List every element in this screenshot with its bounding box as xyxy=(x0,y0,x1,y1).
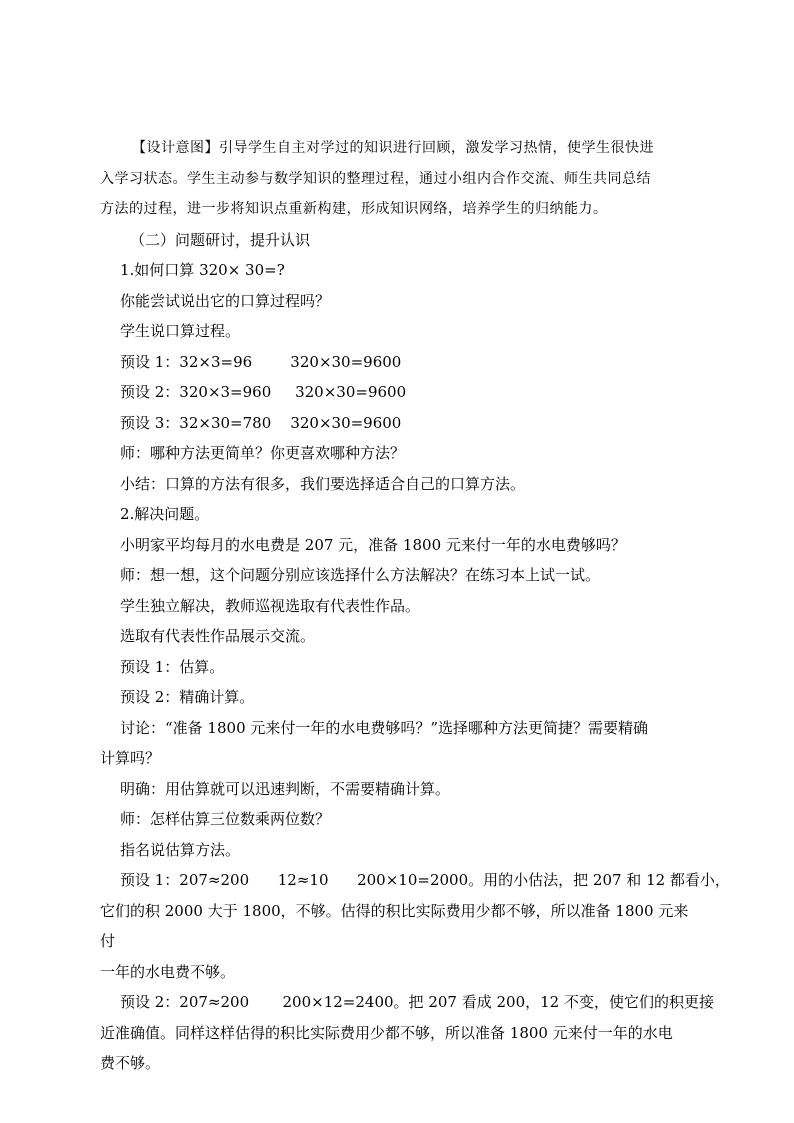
design-intent-line-3: 方法的过程，进一步将知识点重新构建，形成知识网络，培养学生的归纳能力。 xyxy=(100,201,608,217)
document-body xyxy=(100,133,730,1079)
design-intent-line-1: 【设计意图】引导学生自主对学过的知识进行回顾，激发学习热情，使学生很快进 xyxy=(132,140,654,156)
preset2-line-1: 预设 2：207≈200 200×12=2400。把 207 看成 200，12 不变，使它们的积更接 xyxy=(120,993,714,1011)
text-line: 预设 1：32×3=96 320×30=9600 xyxy=(120,352,402,371)
discussion-line-1: 讨论：“准备 1800 元来付一年的水电费够吗？”选择哪种方法更简捷？需要精确 xyxy=(120,718,649,737)
preset1-line-1: 预设 1：207≈200 12≈10 200×10=2000。用的小估法，把 207 和 12 都看小， xyxy=(120,871,730,889)
text-line: 预设 2：精确计算。 xyxy=(120,688,255,706)
text-line: 预设 3：32×30=780 320×30=9600 xyxy=(120,413,402,432)
text-line: 小明家平均每月的水电费是 207 元，准备 1800 元来付一年的水电费够吗？ xyxy=(120,535,626,554)
preset1-line-2: 它们的积 2000 大于 1800，不够。估得的积比实际费用少都不够，所以准备 1800 元来付 xyxy=(100,901,689,950)
text-line: 预设 1：估算。 xyxy=(120,657,225,676)
text-line: 师：哪种方法更简单？你更喜欢哪种方法？ xyxy=(120,444,406,462)
section-title: （二）问题研讨，提升认识 xyxy=(130,230,311,249)
text-line: 师：想一想，这个问题分别应该选择什么方法解决？在练习本上试一试。 xyxy=(120,566,601,584)
text-line: 2.解决问题。 xyxy=(120,505,210,523)
design-intent-line-2: 入学习状态。学生主动参与数学知识的整理过程，通过小组内合作交流、师生共同总结 xyxy=(100,170,651,187)
text-line: 学生独立解决，教师巡视选取有代表性作品。 xyxy=(120,596,421,615)
text-line: 学生说口算过程。 xyxy=(120,322,241,340)
text-line: 小结：口算的方法有很多，我们要选择适合自己的口算方法。 xyxy=(120,474,526,493)
preset2-line-3: 费不够。 xyxy=(100,1054,161,1072)
text-line: 你能尝试说出它的口算过程吗？ xyxy=(120,291,331,310)
text-line: 预设 2：320×3=960 320×30=9600 xyxy=(120,383,407,401)
text-line: 指名说估算方法。 xyxy=(120,840,241,859)
preset2-line-2: 近准确值。同样这样估得的积比实际费用少都不够，所以准备 1800 元来付一年的水电 xyxy=(100,1023,673,1042)
text-line: 明确：用估算就可以迅速判断，不需要精确计算。 xyxy=(120,779,451,798)
preset1-line-3: 一年的水电费不够。 xyxy=(100,962,236,981)
text-line: 选取有代表性作品展示交流。 xyxy=(120,627,316,645)
text-line: 1.如何口算 320× 30=? xyxy=(120,261,285,279)
text-line: 师：怎样估算三位数乘两位数？ xyxy=(120,810,331,828)
discussion-line-2: 计算吗？ xyxy=(100,749,161,767)
